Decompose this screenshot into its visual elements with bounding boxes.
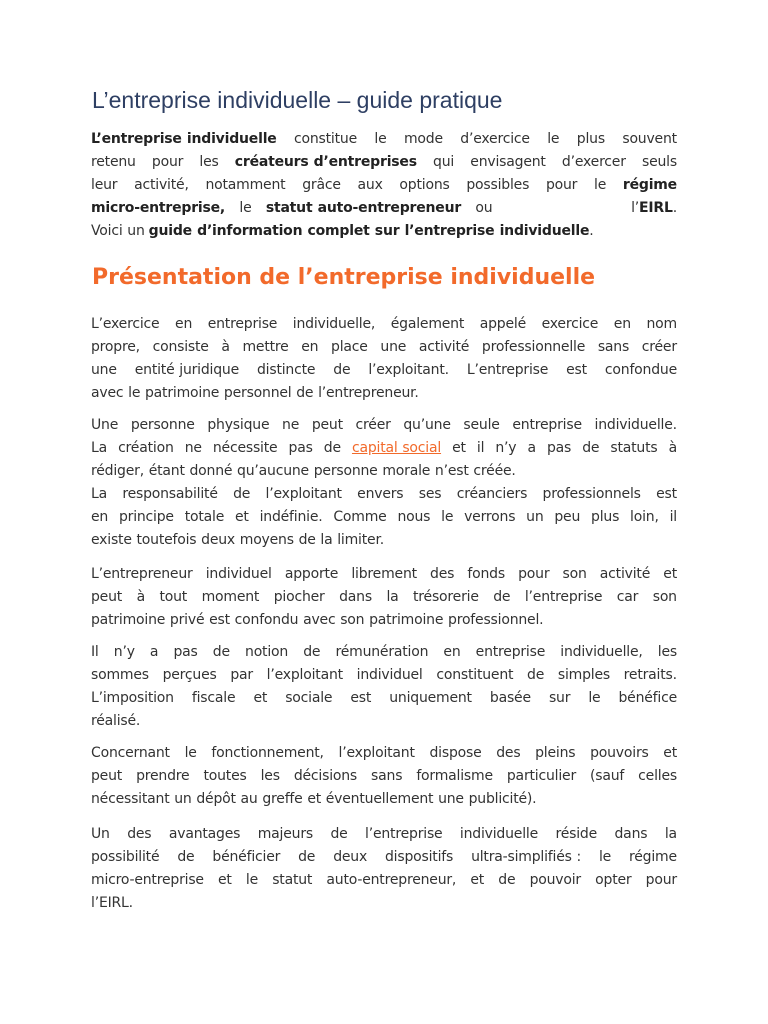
text-word: peu xyxy=(554,509,581,525)
text-word: avantages xyxy=(168,826,241,842)
text-word: statut xyxy=(272,872,313,888)
text-word: peut xyxy=(311,417,343,433)
text-word: créer xyxy=(355,417,391,433)
text-word: est xyxy=(656,486,677,502)
text-word: les xyxy=(260,768,280,784)
text-word: il xyxy=(476,440,485,456)
text-word: pas xyxy=(288,440,313,456)
text-line xyxy=(91,710,677,733)
text-word: principe xyxy=(118,509,174,525)
text-line xyxy=(91,382,677,405)
text-word: car xyxy=(616,589,639,605)
text-word: fiscale xyxy=(191,690,236,706)
text-word: physique xyxy=(207,417,270,433)
text-word: bénéfice xyxy=(618,690,677,706)
text-word: sans xyxy=(597,339,630,355)
text-word: Comme xyxy=(333,509,387,525)
text-word: le xyxy=(547,131,560,147)
text-word: de xyxy=(212,644,230,660)
text-word: en xyxy=(613,316,631,332)
text-word: La xyxy=(91,440,107,456)
paragraph-3 xyxy=(91,563,677,632)
text-word: a xyxy=(527,440,536,456)
text-line xyxy=(91,892,677,915)
text-word: est xyxy=(350,690,372,706)
text-word: l’exploitant xyxy=(338,745,415,761)
text-word: plus xyxy=(591,509,620,525)
text-line xyxy=(91,174,677,197)
text-word: par xyxy=(230,667,253,683)
text-word: mettre xyxy=(242,339,289,355)
text-word: prendre xyxy=(136,768,190,784)
text-word: retenu xyxy=(91,154,136,170)
text-word: de xyxy=(330,826,348,842)
text-word: souvent xyxy=(622,131,677,147)
text-word: des xyxy=(430,566,455,582)
text-line xyxy=(91,765,677,788)
text-word: ses xyxy=(418,486,442,502)
text-word: individuelle. xyxy=(594,417,677,433)
text-word: le xyxy=(184,745,197,761)
intro-paragraph xyxy=(91,128,677,243)
text-word: statuts xyxy=(610,440,658,456)
text-word: existe toutefois deux moyens de la limiter. xyxy=(91,532,384,548)
text-word: envisagent xyxy=(470,154,546,170)
text-word: avec le patrimoine personnel de l’entrepreneur. xyxy=(91,385,419,401)
text-word: son xyxy=(652,589,677,605)
text-word: entreprise xyxy=(207,316,278,332)
text-word: confondue xyxy=(604,362,677,378)
text-word: totale xyxy=(184,509,225,525)
text-word: qui xyxy=(433,154,455,170)
text-word: personne xyxy=(130,417,195,433)
text-word: individuelle, xyxy=(292,316,376,332)
text-word: mode xyxy=(403,131,443,147)
bold-term: L’entreprise individuelle xyxy=(91,131,277,147)
text-word: l’exploitant. xyxy=(368,362,449,378)
text-word: des xyxy=(496,745,521,761)
text-word: activité, xyxy=(134,177,189,193)
text-word: créanciers xyxy=(456,486,528,502)
section-heading: Présentation de l’entreprise individuelle xyxy=(92,265,596,290)
text-word: uniquement xyxy=(389,690,472,706)
text-line xyxy=(91,460,677,483)
text-word: retraits. xyxy=(623,667,677,683)
text-word: n’y xyxy=(495,440,517,456)
paragraph-6 xyxy=(91,823,677,915)
text-line xyxy=(91,437,677,460)
text-word: majeurs xyxy=(257,826,313,842)
text-line xyxy=(91,846,677,869)
text-word: l’entreprise xyxy=(524,589,603,605)
text-word: décisions xyxy=(293,768,358,784)
paragraph-2 xyxy=(91,414,677,552)
text-word: et xyxy=(235,509,249,525)
text-word: de xyxy=(498,872,516,888)
text-word: seule xyxy=(463,417,500,433)
text-word: ne xyxy=(184,440,202,456)
text-word: fonctionnement, xyxy=(211,745,324,761)
text-word: dispositifs xyxy=(385,849,454,865)
text-word: trésorerie xyxy=(413,589,479,605)
text-word: est xyxy=(566,362,587,378)
text-word: sur xyxy=(548,690,571,706)
text-word: propre, xyxy=(91,339,140,355)
text-word: toutes xyxy=(203,768,247,784)
text-word: loin, xyxy=(630,509,659,525)
text-line xyxy=(91,197,677,220)
text-word: . xyxy=(589,223,594,239)
text-word: à xyxy=(668,440,677,456)
text-word: celles xyxy=(638,768,677,784)
text-word: consiste xyxy=(152,339,209,355)
text-word: à xyxy=(136,589,145,605)
text-word: L’entreprise xyxy=(466,362,549,378)
text-word: créer xyxy=(641,339,677,355)
text-word: Voici un xyxy=(91,223,145,239)
text-word: de xyxy=(177,849,195,865)
text-word: indéfinie. xyxy=(259,509,323,525)
text-word: simples xyxy=(557,667,610,683)
capital-social-link[interactable]: capital social xyxy=(351,440,442,456)
text-word: . xyxy=(672,200,677,216)
text-word: le xyxy=(239,200,252,216)
text-word: sans xyxy=(371,768,403,784)
text-word: fonds xyxy=(467,566,505,582)
text-line xyxy=(91,220,677,243)
text-word: de xyxy=(527,667,545,683)
text-word: pour xyxy=(545,177,578,193)
text-word: de xyxy=(493,589,511,605)
text-word: activité xyxy=(599,566,651,582)
text-word: particulier xyxy=(506,768,576,784)
text-word: rémunération xyxy=(335,644,429,660)
text-word: bénéficier xyxy=(212,849,281,865)
text-line xyxy=(91,359,677,382)
text-word: individuelle, xyxy=(560,644,643,660)
text-word: opter xyxy=(595,872,632,888)
text-line xyxy=(91,151,677,174)
text-word: entité juridique xyxy=(134,362,240,378)
text-word: L’imposition xyxy=(91,690,174,706)
text-word: des xyxy=(127,826,152,842)
text-word: et xyxy=(663,745,677,761)
text-word: patrimoine privé est confondu avec son patrimoine professionnel. xyxy=(91,612,544,628)
paragraph-5 xyxy=(91,742,677,811)
text-word: L’exercice xyxy=(91,316,160,332)
text-line xyxy=(91,483,677,506)
text-word: le xyxy=(374,131,387,147)
text-line xyxy=(91,313,677,336)
text-word: également xyxy=(390,316,465,332)
text-word: professionnels xyxy=(542,486,641,502)
text-line xyxy=(91,609,677,632)
text-word: grâce xyxy=(302,177,341,193)
text-word: pour xyxy=(645,872,677,888)
blank-gap xyxy=(507,197,617,220)
text-word: et xyxy=(218,872,232,888)
text-word: professionnelle xyxy=(481,339,586,355)
text-word: création xyxy=(118,440,174,456)
text-word: de xyxy=(323,440,341,456)
text-word: Un xyxy=(91,826,110,842)
text-word: en xyxy=(175,316,193,332)
text-word: individuel xyxy=(205,566,272,582)
text-word: nécessite xyxy=(212,440,278,456)
text-word: dispose xyxy=(429,745,482,761)
text-word: pas xyxy=(546,440,572,456)
text-word: peut xyxy=(91,589,123,605)
text-word: un xyxy=(526,509,544,525)
text-word: réalisé. xyxy=(91,713,141,729)
text-word: l’EIRL. xyxy=(91,895,133,911)
text-word: seuls xyxy=(641,154,677,170)
text-word: sommes xyxy=(91,667,149,683)
text-word: piocher xyxy=(273,589,325,605)
text-word: ultra-simplifiés : xyxy=(471,849,581,865)
text-word: apporte xyxy=(284,566,339,582)
text-word: constituent xyxy=(436,667,514,683)
text-word: entreprise xyxy=(512,417,582,433)
text-word: de xyxy=(303,644,321,660)
text-word: d’exercice xyxy=(460,131,530,147)
text-word: moment xyxy=(201,589,260,605)
text-line xyxy=(91,687,677,710)
text-word: nous xyxy=(397,509,431,525)
text-word: pour xyxy=(518,566,550,582)
text-word: exercice xyxy=(541,316,599,332)
text-word: nom xyxy=(646,316,677,332)
text-word: perçues xyxy=(162,667,217,683)
text-word: dans xyxy=(339,589,372,605)
text-word: peut xyxy=(91,768,123,784)
text-word: micro-entreprise xyxy=(91,872,204,888)
text-word: possibles xyxy=(466,177,530,193)
text-word: nécessitant un dépôt au greffe et éventuellement une publicité). xyxy=(91,791,537,807)
text-word: l’exploitant xyxy=(266,667,343,683)
text-word: pleins xyxy=(535,745,576,761)
text-word: auto-entrepreneur, xyxy=(326,872,457,888)
text-word: réside xyxy=(555,826,598,842)
text-word: place xyxy=(331,339,368,355)
text-word: formalisme xyxy=(416,768,493,784)
text-word: qu’une xyxy=(403,417,451,433)
text-word: pas xyxy=(173,644,198,660)
text-word: pouvoir xyxy=(529,872,581,888)
text-word: individuelle xyxy=(459,826,539,842)
text-line xyxy=(91,128,677,151)
text-word: envers xyxy=(357,486,404,502)
text-word: de xyxy=(298,849,316,865)
text-word: le xyxy=(441,509,454,525)
text-word: L’entrepreneur xyxy=(91,566,193,582)
text-word: une xyxy=(380,339,407,355)
bold-term: guide d’information complet sur l’entreprise individuelle xyxy=(148,223,590,239)
text-word: individuel xyxy=(356,667,423,683)
text-word: n’y xyxy=(113,644,135,660)
text-word: en xyxy=(443,644,461,660)
text-word: (sauf xyxy=(590,768,625,784)
text-word: constitue xyxy=(294,131,357,147)
text-word: et xyxy=(470,872,485,888)
text-word: librement xyxy=(351,566,417,582)
text-word: verrons xyxy=(464,509,516,525)
text-word: les xyxy=(199,154,219,170)
text-word: activité xyxy=(418,339,470,355)
text-word: en xyxy=(91,509,109,525)
text-word: pour xyxy=(151,154,184,170)
text-word: de xyxy=(333,362,351,378)
text-word: notion xyxy=(245,644,289,660)
bold-term: régime xyxy=(622,177,677,193)
bold-term: EIRL xyxy=(639,200,673,216)
text-word: une xyxy=(91,362,117,378)
text-word: les xyxy=(657,644,677,660)
text-word: Il xyxy=(91,644,99,660)
text-word: régime xyxy=(629,849,677,865)
text-line xyxy=(91,529,677,552)
text-word: options xyxy=(399,177,450,193)
text-word: le xyxy=(598,849,612,865)
text-word: et xyxy=(452,440,466,456)
text-line xyxy=(91,641,677,664)
text-word: et xyxy=(253,690,268,706)
text-word: sociale xyxy=(285,690,333,706)
text-word: l’ xyxy=(631,200,640,216)
bold-term: statut auto-entrepreneur xyxy=(265,200,462,216)
text-word: le xyxy=(245,872,259,888)
text-word: ou xyxy=(475,200,493,216)
text-word: aux xyxy=(357,177,383,193)
text-word: la xyxy=(386,589,399,605)
document-title: L’entreprise individuelle – guide pratique xyxy=(92,87,503,113)
text-line xyxy=(91,414,677,437)
text-word: Concernant xyxy=(91,745,170,761)
text-line xyxy=(91,823,677,846)
text-word: ne xyxy=(282,417,300,433)
text-word: dans xyxy=(614,826,648,842)
text-word: l’entreprise xyxy=(365,826,443,842)
text-line xyxy=(91,586,677,609)
text-word: appelé xyxy=(479,316,527,332)
text-word: basée xyxy=(489,690,531,706)
text-word: rédiger, étant donné qu’aucune personne morale n’est créée. xyxy=(91,463,516,479)
text-word: entreprise xyxy=(475,644,546,660)
text-word: de xyxy=(233,486,251,502)
bold-term: micro-entreprise, xyxy=(91,200,226,216)
text-word: le xyxy=(588,690,601,706)
paragraph-1 xyxy=(91,313,677,405)
text-word: son xyxy=(562,566,587,582)
text-word: Une xyxy=(91,417,119,433)
text-word: pouvoirs xyxy=(590,745,649,761)
text-word: plus xyxy=(576,131,605,147)
text-word: deux xyxy=(333,849,368,865)
text-word: distincte xyxy=(256,362,316,378)
text-word: le xyxy=(594,177,607,193)
text-word: en xyxy=(301,339,319,355)
text-word: leur xyxy=(91,177,118,193)
text-line xyxy=(91,336,677,359)
text-word: l’exploitant xyxy=(265,486,342,502)
text-word: la xyxy=(664,826,677,842)
text-line xyxy=(91,664,677,687)
text-word: à xyxy=(221,339,230,355)
text-word: tout xyxy=(159,589,188,605)
text-word: notamment xyxy=(205,177,286,193)
text-line xyxy=(91,869,677,892)
text-word: d’exercer xyxy=(561,154,626,170)
bold-term: créateurs d’entreprises xyxy=(234,154,417,170)
paragraph-4 xyxy=(91,641,677,733)
text-word: a xyxy=(149,644,159,660)
text-word: il xyxy=(669,509,677,525)
text-word: responsabilité xyxy=(122,486,218,502)
text-word: La xyxy=(91,486,107,502)
text-line xyxy=(91,788,677,811)
text-word: possibilité xyxy=(91,849,160,865)
text-line xyxy=(91,506,677,529)
text-word: de xyxy=(582,440,600,456)
text-line xyxy=(91,742,677,765)
text-word: et xyxy=(663,566,677,582)
text-line xyxy=(91,563,677,586)
